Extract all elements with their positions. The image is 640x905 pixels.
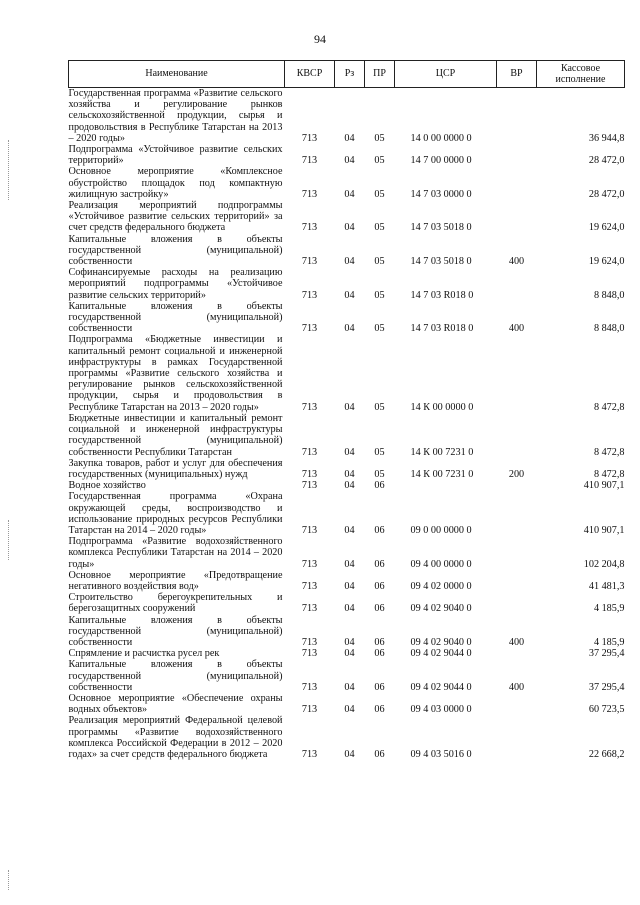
- cell-kvsr: 713: [301, 636, 318, 648]
- cell-rz: 04: [344, 636, 355, 648]
- cell-sum: 410 907,1: [583, 480, 625, 492]
- cell-pr: 05: [374, 222, 385, 234]
- table-header: [69, 61, 625, 88]
- cell-csr: 14 7 03 5018 0: [410, 256, 472, 268]
- cell-csr: 09 4 03 5016 0: [410, 748, 472, 760]
- budget-table: [68, 60, 625, 760]
- cell-name: Подпрограмма «Устойчивое развитие сельских территорий»: [68, 144, 283, 167]
- cell-name: Строительство берегоукрепительных и берегозащитных сооружений: [68, 592, 283, 615]
- cell-pr: 06: [374, 681, 385, 693]
- cell-vr: [497, 592, 537, 614]
- cell-sum: 37 295,4: [588, 648, 625, 660]
- cell-vr: [497, 491, 537, 536]
- cell-vr: [497, 536, 537, 570]
- cell-vr: [497, 570, 537, 592]
- cell-csr: 09 4 02 0000 0: [410, 580, 472, 592]
- cell-sum: 28 472,0: [588, 188, 625, 200]
- margin-mark: [8, 520, 11, 560]
- cell-rz: 04: [344, 648, 355, 660]
- cell-rz: 04: [344, 468, 355, 480]
- cell-kvsr: 713: [301, 289, 318, 301]
- cell-pr: 05: [374, 155, 385, 167]
- cell-csr: 14 7 03 R018 0: [410, 289, 474, 301]
- cell-kvsr: 713: [301, 648, 318, 660]
- cell-name: Подпрограмма «Развитие водохозяйственного комплекса Республики Татарстан на 2014 – 2020 годы»: [68, 536, 283, 570]
- cell-rz: 04: [344, 132, 355, 144]
- cell-sum: 8 472,8: [593, 401, 625, 413]
- cell-csr: 09 4 02 9040 0: [410, 603, 472, 615]
- table-row: [69, 88, 625, 145]
- cell-rz: 04: [344, 524, 355, 536]
- cell-vr: [497, 88, 537, 145]
- cell-vr: 400: [508, 636, 525, 648]
- cell-csr: [395, 480, 497, 491]
- cell-rz: 04: [344, 480, 355, 492]
- cell-pr: 06: [374, 704, 385, 716]
- table-row: [69, 693, 625, 715]
- cell-sum: 19 624,0: [588, 222, 625, 234]
- cell-sum: 22 668,2: [588, 748, 625, 760]
- header-pr: ПР: [365, 61, 395, 88]
- header-kvsr: КВСР: [285, 61, 335, 88]
- cell-vr: 400: [508, 323, 525, 335]
- cell-sum: 8 848,0: [593, 323, 625, 335]
- cell-csr: 14 7 00 0000 0: [410, 155, 472, 167]
- cell-rz: 04: [344, 289, 355, 301]
- table-row: [69, 480, 625, 491]
- cell-name: Капитальные вложения в объекты государственной (муниципальной) собственности: [68, 614, 283, 648]
- margin-mark: [8, 870, 11, 890]
- table-row: [69, 413, 625, 458]
- cell-rz: 04: [344, 222, 355, 234]
- cell-sum: 410 907,1: [583, 524, 625, 536]
- cell-name: Спрямление и расчистка русел рек: [68, 648, 220, 660]
- header-sum: Кассовое исполнение: [537, 61, 625, 88]
- table-row: [69, 458, 625, 480]
- cell-kvsr: 713: [301, 681, 318, 693]
- cell-vr: 200: [508, 468, 525, 480]
- cell-csr: 14 7 03 0000 0: [410, 188, 472, 200]
- cell-vr: [497, 715, 537, 760]
- cell-name: Государственная программа «Охрана окружающей среды, воспроизводство и использование природных ресурсов Республики Татарстан на 2014 – 2020 годы»: [68, 491, 283, 536]
- table-row: [69, 491, 625, 536]
- cell-rz: 04: [344, 681, 355, 693]
- cell-csr: 09 4 03 0000 0: [410, 704, 472, 716]
- cell-vr: [497, 144, 537, 166]
- table-row: [69, 234, 625, 268]
- cell-sum: 36 944,8: [588, 132, 625, 144]
- cell-sum: 102 204,8: [583, 558, 625, 570]
- cell-pr: 05: [374, 188, 385, 200]
- table-body: [69, 88, 625, 761]
- cell-kvsr: 713: [301, 704, 318, 716]
- cell-pr: 05: [374, 323, 385, 335]
- table-row: [69, 570, 625, 592]
- cell-vr: [497, 480, 537, 491]
- table-row: [69, 536, 625, 570]
- cell-name: Капитальные вложения в объекты государственной (муниципальной) собственности: [68, 233, 283, 268]
- header-name: Наименование: [69, 61, 285, 88]
- cell-kvsr: 713: [301, 603, 318, 615]
- cell-sum: 8 848,0: [593, 289, 625, 301]
- header-rz: Рз: [335, 61, 365, 88]
- cell-kvsr: 713: [301, 468, 318, 480]
- cell-rz: 04: [344, 323, 355, 335]
- cell-name: Реализация мероприятий подпрограммы «Устойчивое развитие сельских территорий» за счет средств федерального бюджета: [68, 200, 283, 234]
- cell-sum: 4 185,9: [593, 636, 625, 648]
- cell-kvsr: 713: [301, 580, 318, 592]
- cell-kvsr: 713: [301, 524, 318, 536]
- cell-pr: 06: [374, 558, 385, 570]
- table-row: [69, 648, 625, 659]
- cell-rz: 04: [344, 256, 355, 268]
- cell-name: Капитальные вложения в объекты государственной (муниципальной) собственности: [68, 659, 283, 693]
- table-row: [69, 715, 625, 760]
- cell-rz: 04: [344, 748, 355, 760]
- cell-name: Закупка товаров, работ и услуг для обеспечения государственных (муниципальных) нужд: [68, 457, 283, 480]
- cell-csr: 09 4 02 9044 0: [410, 648, 472, 660]
- cell-csr: 14 7 03 R018 0: [410, 323, 474, 335]
- table-row: [69, 615, 625, 649]
- cell-rz: 04: [344, 401, 355, 413]
- cell-pr: 06: [374, 648, 385, 660]
- cell-csr: 09 0 00 0000 0: [410, 524, 472, 536]
- cell-csr: 14 7 03 5018 0: [410, 222, 472, 234]
- table-row: [69, 144, 625, 166]
- cell-name: Основное мероприятие «Предотвращение негативного воздействия вод»: [68, 569, 283, 592]
- cell-rz: 04: [344, 446, 355, 458]
- cell-rz: 04: [344, 704, 355, 716]
- cell-pr: 05: [374, 289, 385, 301]
- cell-pr: 06: [374, 524, 385, 536]
- cell-rz: 04: [344, 558, 355, 570]
- cell-name: Государственная программа «Развитие сельского хозяйства и регулирование рынков сельскохозяйственной продукции, сырья и продовольствия в Республике Татарстан на 2013 – 2020 годы»: [68, 88, 283, 144]
- cell-name: Капитальные вложения в объекты государственной (муниципальной) собственности: [68, 300, 283, 335]
- table-row: [69, 334, 625, 412]
- header-csr: ЦСР: [395, 61, 497, 88]
- table-row: [69, 166, 625, 200]
- cell-sum: 37 295,4: [588, 681, 625, 693]
- cell-kvsr: 713: [301, 446, 318, 458]
- cell-rz: 04: [344, 155, 355, 167]
- cell-csr: 14 К 00 0000 0: [410, 401, 474, 413]
- cell-name: Реализация мероприятий Федеральной целевой программы «Развитие водохозяйственного комплекса Российской Федерации в 2012 – 2020 годах» за счет средств федерального бюджета: [68, 715, 283, 760]
- cell-sum: 4 185,9: [593, 603, 625, 615]
- cell-pr: 05: [374, 446, 385, 458]
- cell-vr: [497, 413, 537, 458]
- cell-kvsr: 713: [301, 155, 318, 167]
- cell-name: Основное мероприятие «Обеспечение охраны водных объектов»: [68, 692, 283, 716]
- cell-sum: 28 472,0: [588, 155, 625, 167]
- cell-csr: 14 К 00 7231 0: [410, 446, 474, 458]
- cell-sum: 41 481,3: [588, 580, 625, 592]
- cell-rz: 04: [344, 580, 355, 592]
- cell-pr: 06: [374, 636, 385, 648]
- cell-vr: [497, 200, 537, 234]
- cell-pr: 05: [374, 401, 385, 413]
- cell-csr: 14 К 00 7231 0: [410, 468, 474, 480]
- cell-sum: 60 723,5: [588, 704, 625, 716]
- cell-sum: 8 472,8: [593, 446, 625, 458]
- cell-csr: 14 0 00 0000 0: [410, 132, 472, 144]
- table-row: [69, 592, 625, 614]
- cell-pr: 06: [374, 480, 385, 492]
- cell-kvsr: 713: [301, 323, 318, 335]
- cell-pr: 06: [374, 580, 385, 592]
- cell-kvsr: 713: [301, 188, 318, 200]
- cell-kvsr: 713: [301, 748, 318, 760]
- table-row: [69, 267, 625, 301]
- cell-pr: 05: [374, 468, 385, 480]
- cell-vr: [497, 166, 537, 200]
- table-row: [69, 200, 625, 234]
- cell-kvsr: 713: [301, 558, 318, 570]
- cell-name: Софинансируемые расходы на реализацию мероприятий подпрограммы «Устойчивое развитие сельских территорий»: [68, 267, 283, 301]
- cell-vr: [497, 648, 537, 659]
- cell-pr: 05: [374, 256, 385, 268]
- cell-pr: 06: [374, 748, 385, 760]
- page-number: 94: [314, 32, 326, 46]
- cell-sum: 19 624,0: [588, 256, 625, 268]
- cell-name: Водное хозяйство: [68, 480, 146, 492]
- cell-kvsr: 713: [301, 132, 318, 144]
- cell-name: Бюджетные инвестиции и капитальный ремонт социальной и инженерной инфраструктуры государственной (муниципальной) собственности Республики Татарстан: [68, 412, 283, 458]
- cell-name: Основное мероприятие «Комплексное обустройство площадок под компактную жилищную застройку»: [68, 166, 283, 200]
- cell-vr: 400: [508, 256, 525, 268]
- cell-vr: [497, 693, 537, 715]
- cell-csr: 09 4 00 0000 0: [410, 558, 472, 570]
- cell-kvsr: 713: [301, 401, 318, 413]
- cell-kvsr: 713: [301, 480, 318, 492]
- cell-kvsr: 713: [301, 222, 318, 234]
- cell-name: Подпрограмма «Бюджетные инвестиции и капитальный ремонт социальной и инженерной инфраструктуры в рамках Государственной программы «Развитие сельского хозяйства и регулирование рынков сельскохозяйственной продукции, сырья и продовольствия в Республике Татарстан на 2013 – 2020 годы»: [68, 334, 283, 413]
- cell-sum: 8 472,8: [593, 468, 625, 480]
- cell-vr: [497, 267, 537, 301]
- cell-rz: 04: [344, 603, 355, 615]
- cell-pr: 06: [374, 603, 385, 615]
- cell-csr: 09 4 02 9044 0: [410, 681, 472, 693]
- cell-kvsr: 713: [301, 256, 318, 268]
- table-row: [69, 301, 625, 335]
- cell-rz: 04: [344, 188, 355, 200]
- cell-vr: 400: [508, 681, 525, 693]
- table-row: [69, 659, 625, 693]
- margin-mark: [8, 140, 11, 200]
- cell-csr: 09 4 02 9040 0: [410, 636, 472, 648]
- cell-vr: [497, 334, 537, 412]
- cell-pr: 05: [374, 132, 385, 144]
- header-vr: ВР: [497, 61, 537, 88]
